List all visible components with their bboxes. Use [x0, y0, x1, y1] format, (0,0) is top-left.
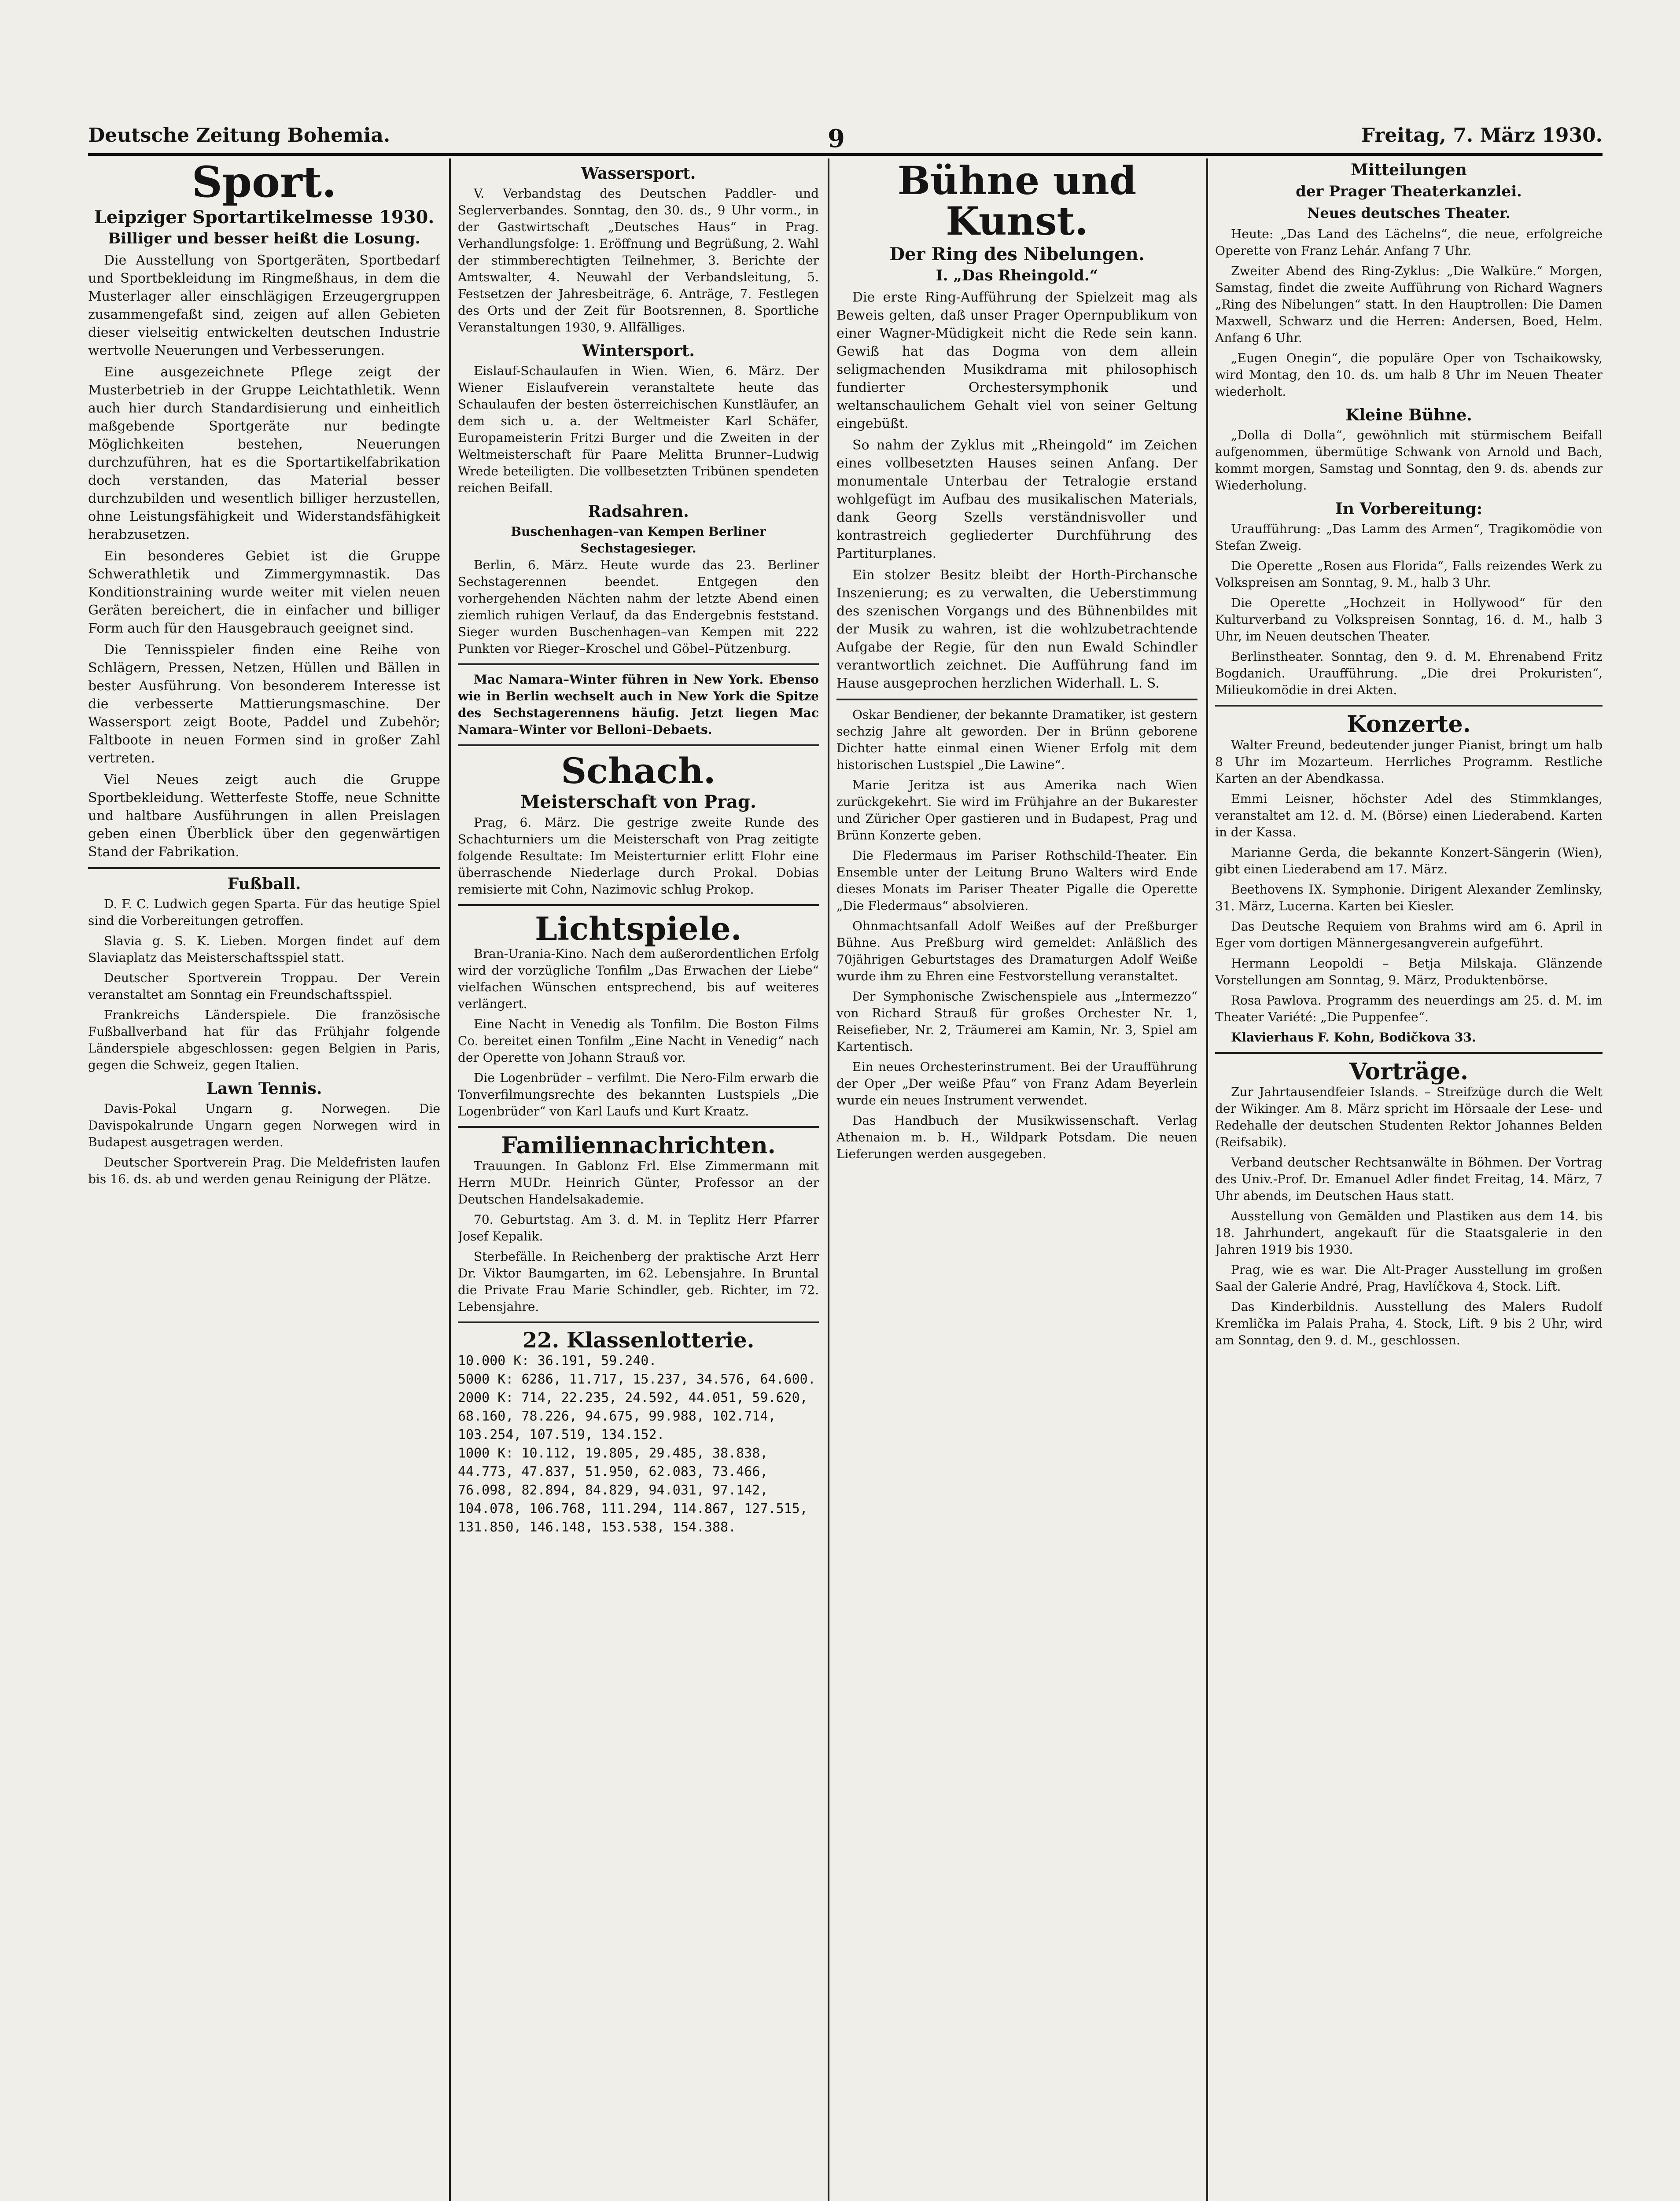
column-sport-continued [458, 158, 819, 2201]
newspaper-name: Deutsche Zeitung Bohemia. [88, 124, 391, 147]
paragraph: Ein stolzer Besitz bleibt der Horth-Pirchansche Inszenierung; es zu verwalten, die Ueberstimmung des szenischen Vorgangs und des Bühnenbildes mit der Musik zu wahren, ist die wohlzubetrachtende Aufgabe der Regie, für den nun Ewald Schindler verantwortlich zeichnet. Die Aufführung fand im Hause ausgeprochen herzlichen Widerhall. L. S. [836, 567, 1197, 691]
news-item: Trauungen. In Gablonz Frl. Else Zimmermann mit Herrn MUDr. Heinrich Günter, Professor an der Deutschen Handelsakademie. [458, 1159, 819, 1207]
article-title: Leipziger Sportartikelmesse 1930. [94, 206, 435, 228]
news-item: Ausstellung von Gemälden und Plastiken aus dem 14. bis 18. Jahrhundert, angekauft für die Staatsgalerie in den Jahren 1919 bis 1930. [1215, 1209, 1603, 1257]
news-item: Uraufführung: „Das Lamm des Armen“, Tragikomödie von Stefan Zweig. [1215, 522, 1603, 553]
news-item: Slavia g. S. K. Lieben. Morgen findet auf dem Slaviaplatz das Meisterschaftsspiel statt. [88, 933, 440, 965]
column-rule [828, 158, 829, 2201]
section-title-buehne: Bühne und Kunst. [897, 158, 1137, 244]
news-item: Rosa Pawlova. Programm des neuerdings am 25. d. M. im Theater Variété: „Die Puppenfee“. [1215, 993, 1603, 1024]
divider [88, 867, 440, 869]
news-item: „Eugen Onegin“, die populäre Oper von Tschaikowsky, wird Montag, den 10. ds. um halb 8 Uhr im Neuen Theater wiederholt. [1215, 351, 1603, 399]
divider [1215, 705, 1603, 707]
issue-date: Freitag, 7. März 1930. [1361, 124, 1603, 147]
paragraph: Viel Neues zeigt auch die Gruppe Sportbekleidung. Wetterfeste Stoffe, neue Schnitte und haltbare Ausführungen in allen Preislagen geben einen Überblick über den gegenwärtigen Stand der Fabrikation. [88, 772, 440, 860]
column-mitteilungen [1215, 158, 1603, 2201]
section-title-schach: Schach. [561, 750, 716, 791]
boxed-note: Mac Namara–Winter führen in New York. Ebenso wie in Berlin wechselt auch in New York die Spitze des Sechstagerennens häufig. Jetzt liegen Mac Namara–Winter vor Belloni–Debaets. [458, 672, 819, 737]
news-item: Hermann Leopoldi – Betja Milskaja. Glänzende Vorstellungen am Sonntag, 9. März, Produktenbörse. [1215, 956, 1603, 987]
lottery-line: 5000 K: 6286, 11.717, 15.237, 34.576, 64.600. [458, 1371, 816, 1387]
subsection-title: Fußball. [227, 874, 301, 893]
column-buehne [836, 158, 1197, 2201]
paragraph: Eislauf-Schaulaufen in Wien. Wien, 6. März. Der Wiener Eislaufverein veranstaltete heute das Schaulaufen der besten österreichischen Kunstläufer, an dem sich u. a. der Weltmeister Karl Schäfer, Europameisterin Fritzi Burger und die Zweiten in der Weltmeisterschaft für Paare Melitta Brunner–Ludwig Wrede beteiligten. Die vollbesetzten Tribünen spendeten reichen Beifall. [458, 364, 819, 495]
column-rule [449, 158, 451, 2201]
page-number: 9 [828, 124, 845, 153]
section-title: Mitteilungen [1351, 161, 1467, 179]
divider [458, 1126, 819, 1128]
subsection-title: Kleine Bühne. [1345, 406, 1472, 424]
paragraph: Ein besonderes Gebiet ist die Gruppe Schwerathletik und Zimmergymnastik. Das Konditionstraining wurde weiter mit vielen neuen Geräten bereichert, die in einfacher und billiger Form auch für den Hausgebrauch geeignet sind. [88, 548, 440, 636]
news-item: D. F. C. Ludwich gegen Sparta. Für das heutige Spiel sind die Vorbereitungen getroffen. [88, 896, 440, 928]
paragraph: Die erste Ring-Aufführung der Spielzeit mag als Beweis gelten, daß unser Prager Opernpublikum von einer Wagner-Müdigkeit nicht die Rede sein kann. Gewiß hat das Dogma von dem allein seligmachenden Musikdrama mit philosophisch fundierter Orchestersymphonik und weltanschaulichem Gehalt viel von seiner Geltung eingebüßt. [836, 289, 1197, 431]
news-item: Die Fledermaus im Pariser Rothschild-Theater. Ein Ensemble unter der Leitung Bruno Walters wird Ende dieses Monats im Pariser Theater Pigalle die Operette „Die Fledermaus“ absolvieren. [836, 848, 1197, 913]
column-sport [88, 158, 440, 2201]
page-header [88, 118, 1603, 156]
news-item: Marianne Gerda, die bekannte Konzert-Sängerin (Wien), gibt einen Liederabend am 17. März. [1215, 845, 1603, 876]
news-item: Ein neues Orchesterinstrument. Bei der Uraufführung der Oper „Der weiße Pfau“ von Franz Adam Beyerlein wurde ein neues Instrument verwendet. [836, 1059, 1197, 1108]
divider [1215, 1052, 1603, 1054]
section-title-vortraege: Vorträge. [1349, 1058, 1469, 1085]
section-title-lichtspiele: Lichtspiele. [535, 910, 742, 947]
news-item: Ohnmachtsanfall Adolf Weißes auf der Preßburger Bühne. Aus Preßburg wird gemeldet: Anläßlich des 70jährigen Geburtstages des Dramaturgen Adolf Weiße wurde ihm zu Ehren eine Festvorstellung veranstaltet. [836, 918, 1197, 983]
news-item: Das Deutsche Requiem von Brahms wird am 6. April in Eger vom dortigen Männergesangverein aufgeführt. [1215, 919, 1603, 950]
paragraph: Eine ausgezeichnete Pflege zeigt der Musterbetrieb in der Gruppe Leichtathletik. Wenn auch hier durch Standardisierung und einheitlich maßgebende Sportgeräte nur bedingte Möglichkeiten bestehen, Neuerungen durchzuführen, hat es die Sportartikelfabrikation doch verstanden, das Material besser durchzubilden und wesentlich billiger herzustellen, ohne Leistungsfähigkeit und Widerstandsfähigkeit herabzusetzen. [88, 364, 440, 542]
paragraph: Die Tennisspieler finden eine Reihe von Schlägern, Pressen, Netzen, Hüllen und Bällen in bester Ausführung. Von besonderem Interesse ist die verbesserte Mattierungsmaschine. Der Wassersport zeigt Boote, Paddel und Zubehör; Faltboote in neuen Formen sind in großer Zahl vertreten. [88, 642, 440, 766]
divider [458, 904, 819, 906]
news-item: Zur Jahrtausendfeier Islands. – Streifzüge durch die Welt der Wikinger. Am 8. März spricht im Hörsaale der Lese- und Redehalle der deutschen Studenten Rektor Johannes Belden (Reifsabik). [1215, 1085, 1603, 1150]
subsection-title: Wintersport. [582, 342, 695, 360]
divider [458, 744, 819, 746]
news-item: 70. Geburtstag. Am 3. d. M. in Teplitz Herr Pfarrer Josef Kepalik. [458, 1212, 819, 1244]
subsection-title: In Vorbereitung: [1335, 500, 1483, 518]
article-title: Buschenhagen–van Kempen Berliner Sechstagesieger. [511, 524, 766, 556]
news-item: Walter Freund, bedeutender junger Pianist, bringt um halb 8 Uhr im Mozarteum. Herrliches Programm. Restliche Karten an der Abendkassa. [1215, 737, 1603, 786]
news-item: Oskar Bendiener, der bekannte Dramatiker, ist gestern sechzig Jahre alt geworden. Der in Brünn geborene Dichter hatte einmal einen Wiener Erfolg mit dem historischen Lustspiel „Die Lawine“. [836, 707, 1197, 772]
divider [458, 1321, 819, 1323]
section-title-sport: Sport. [192, 158, 337, 207]
lottery-line: 10.000 K: 36.191, 59.240. [458, 1353, 657, 1369]
news-item: Deutscher Sportverein Prag. Die Meldefristen laufen bis 16. ds. ab und werden genau Reinigung der Plätze. [88, 1155, 440, 1186]
subsection-title: Wassersport. [581, 164, 696, 183]
theatre-name: Neues deutsches Theater. [1307, 205, 1511, 221]
news-item: „Dolla di Dolla“, gewöhnlich mit stürmischem Beifall aufgenommen, übermütige Schwank von Arnold und Bach, kommt morgen, Samstag und Sonntag, den 9. ds. abends zur Wiederholung. [1215, 428, 1603, 493]
news-item: Zweiter Abend des Ring-Zyklus: „Die Walküre.“ Morgen, Samstag, findet die zweite Aufführung von Richard Wagners „Ring des Nibelungen“ statt. In den Hauptrollen: Die Damen Maxwell, Schwarz und die Herren: Andersen, Boed, Helm. Anfang 6 Uhr. [1215, 264, 1603, 345]
article-tagline: Billiger und besser heißt die Losung. [108, 229, 420, 247]
news-item: Deutscher Sportverein Troppau. Der Verein veranstaltet am Sonntag ein Freundschaftsspiel. [88, 970, 440, 1002]
section-title-familiennachrichten: Familiennachrichten. [501, 1132, 776, 1159]
news-item: Eine Nacht in Venedig als Tonfilm. Die Boston Films Co. bereitet einen Tonfilm „Eine Nacht in Venedig“ nach der Operette von Johann Strauß vor. [458, 1016, 819, 1065]
news-item: Marie Jeritza ist aus Amerika nach Wien zurückgekehrt. Sie wird im Frühjahre an der Bukarester und Züricher Oper gastieren und in Budapest, Prag und Brünn Konzerte geben. [836, 777, 1197, 843]
news-item: Berlinstheater. Sonntag, den 9. d. M. Ehrenabend Fritz Bogdanich. Uraufführung. „Die drei Prokuristen“, Milieukomödie in drei Akten. [1215, 649, 1603, 697]
section-title-konzerte: Konzerte. [1347, 711, 1471, 738]
news-item: Prag, wie es war. Die Alt-Prager Ausstellung im großen Saal der Galerie André, Prag, Havlíčkova 4, Stock. Lift. [1215, 1262, 1603, 1294]
article-title: Meisterschaft von Prag. [520, 791, 756, 812]
news-item: Die Operette „Hochzeit in Hollywood“ für den Kulturverband zu Volkspreisen Sonntag, 16. d. M., halb 3 Uhr, im Neuen deutschen Theater. [1215, 596, 1603, 644]
news-item: Verband deutscher Rechtsanwälte in Böhmen. Der Vortrag des Univ.-Prof. Dr. Emanuel Adler findet Freitag, 14. März, 7 Uhr abends, im Deutschen Haus statt. [1215, 1155, 1603, 1204]
lottery-line: 1000 K: 10.112, 19.805, 29.485, 38.838, 44.773, 47.837, 51.950, 62.083, 73.466, 76.098, 82.894, 84.829, 94.031, 97.142, 104.078, 106.768, 111.294, 114.867, 127.515, 131.850, 146.148, 153.538, 154.388. [458, 1445, 808, 1535]
news-item: Das Handbuch der Musikwissenschaft. Verlag Athenaion m. b. H., Wildpark Potsdam. Die neuen Lieferungen werden ausgegeben. [836, 1113, 1197, 1161]
news-item: Das Kinderbildnis. Ausstellung des Malers Rudolf Kremlička im Palais Praha, 4. Stock, Lift. 9 bis 2 Uhr, wird am Sonntag, den 9. d. M., geschlossen. [1215, 1299, 1603, 1348]
article-title: Der Ring des Nibelungen. [889, 243, 1145, 265]
news-item: Frankreichs Länderspiele. Die französische Fußballverband hat für das Frühjahr folgende Länderspiele abgeschlossen: gegen Belgien in Paris, gegen die Schweiz, gegen Italien. [88, 1007, 440, 1072]
section-title-lotterie: 22. Klassenlotterie. [522, 1328, 755, 1353]
news-item: Der Symphonische Zwischenspiele aus „Intermezzo“ von Richard Strauß für großes Orchester Nr. 1, Reisefieber, Nr. 2, Träumerei am Kamin, Nr. 3, Spiel am Kartentisch. [836, 989, 1197, 1054]
divider [836, 699, 1197, 700]
divider [458, 663, 819, 665]
news-item: Die Logenbrüder – verfilmt. Die Nero-Film erwarb die Tonverfilmungsrechte des bekannten Lustspiels „Die Logenbrüder“ von Karl Laufs und Kurt Kraatz. [458, 1070, 819, 1119]
subsection-title: Lawn Tennis. [206, 1079, 322, 1098]
news-item: Heute: „Das Land des Lächelns“, die neue, erfolgreiche Operette von Franz Lehár. Anfang 7 Uhr. [1215, 227, 1603, 258]
lottery-line: 2000 K: 714, 22.235, 24.592, 44.051, 59.620, 68.160, 78.226, 94.675, 99.988, 102.714, 103.254, 107.519, 134.152. [458, 1390, 808, 1443]
news-item: Beethovens IX. Symphonie. Dirigent Alexander Zemlinsky, 31. März, Lucerna. Karten bei Kiesler. [1215, 882, 1603, 913]
paragraph: So nahm der Zyklus mit „Rheingold“ im Zeichen eines vollbesetzten Hauses seinen Anfang. Der monumentale Unterbau der Tetralogie erstand wohlgefügt im Aufbau des musikalischen Materials, dank Georg Szells verständnisvoller und kontrastreich gegliederter Durchführung des Partiturplanes. [836, 437, 1197, 561]
news-item: Emmi Leisner, höchster Adel des Stimmklanges, veranstaltet am 12. d. M. (Börse) einen Liederabend. Karten in der Kassa. [1215, 791, 1603, 839]
section-subtitle: der Prager Theaterkanzlei. [1296, 183, 1522, 200]
paragraph: Berlin, 6. März. Heute wurde das 23. Berliner Sechstagerennen beendet. Entgegen den vorhergehenden Nächten nahm der letzte Abend einen ziemlich ruhigen Verlauf, da das Endergebnis feststand. Sieger wurden Buschenhagen–van Kempen mit 222 Punkten vor Rieger–Kroschel und Göbel–Pützenburg. [458, 558, 819, 656]
article-subtitle: I. „Das Rheingold.“ [936, 266, 1098, 284]
paragraph: Die Ausstellung von Sportgeräten, Sportbedarf und Sportbekleidung im Ringmeßhaus, in dem die Musterlager aller einschlägigen Erzeugergruppen zusammengefaßt sind, zeigen auf allen Gebieten dieser vielseitig entwickelten deutschen Industrie wertvolle Neuerungen und Verbesserungen. [88, 252, 440, 358]
news-item: Bran-Urania-Kino. Nach dem außerordentlichen Erfolg wird der vorzügliche Tonfilm „Das Erwachen der Liebe“ vielfachen Wünschen entsprechend, bis auf weiteres verlängert. [458, 946, 819, 1011]
column-rule [1206, 158, 1208, 2201]
paragraph: Prag, 6. März. Die gestrige zweite Runde des Schachturniers um die Meisterschaft von Prag zeitigte folgende Resultate: Im Meisterturnier erlitt Flohr eine überraschende Niederlage durch Prokal. Dobias remisierte mit Cohn, Nazimovic schlug Prokop. [458, 815, 819, 897]
news-item: Die Operette „Rosen aus Florida“, Falls reizendes Werk zu Volkspreisen am Sonntag, 9. M., halb 3 Uhr. [1215, 559, 1603, 590]
news-item: Sterbefälle. In Reichenberg der praktische Arzt Herr Dr. Viktor Baumgarten, im 62. Lebensjahre. In Bruntal die Private Frau Marie Schindler, geb. Richter, im 72. Lebensjahre. [458, 1249, 819, 1314]
paragraph: V. Verbandstag des Deutschen Paddler- und Seglerverbandes. Sonntag, den 30. ds., 9 Uhr vorm., in der Gastwirtschaft „Deutsches Haus“ in Prag. Verhandlungsfolge: 1. Eröffnung und Begrüßung, 2. Wahl der stimmberechtigten Teilnehmer, 3. Berichte der Amtswalter, 4. Neuwahl der Verbandsleitung, 5. Festsetzen der Jahresbeiträge, 6. Anträge, 7. Festlegen des Orts und der Zeit für Bootsrennen, 8. Sportliche Veranstaltungen 1930, 9. Allfälliges. [458, 186, 819, 335]
subsection-title: Radsahren. [588, 502, 689, 521]
news-item: Davis-Pokal Ungarn g. Norwegen. Die Davispokalrunde Ungarn gegen Norwegen wird in Budapest ausgetragen werden. [88, 1101, 440, 1149]
advert-line: Klavierhaus F. Kohn, Bodičkova 33. [1231, 1030, 1476, 1045]
